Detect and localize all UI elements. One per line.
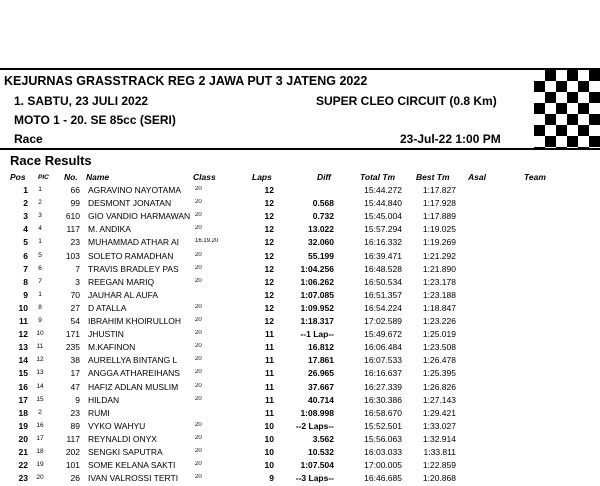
row-pos: 23 bbox=[18, 473, 28, 484]
row-laps: 11 bbox=[265, 355, 274, 366]
col-pos: Pos bbox=[10, 172, 26, 182]
row-pic: 19 bbox=[36, 461, 44, 469]
row-number: 17 bbox=[70, 368, 80, 379]
row-laps: 12 bbox=[264, 276, 274, 287]
row-pos: 17 bbox=[18, 394, 28, 405]
row-name: GIO VANDIO HARMAWAN bbox=[88, 211, 190, 222]
row-name: IVAN VALROSSI TERTI bbox=[88, 473, 179, 484]
row-number: 101 bbox=[65, 460, 80, 471]
row-number: 26 bbox=[70, 473, 80, 484]
col-diff: Diff bbox=[317, 172, 332, 182]
row-name: ANGGA ATHAREIHANS bbox=[88, 368, 180, 379]
row-class: 20 bbox=[195, 421, 202, 428]
row-pic: 7 bbox=[38, 277, 42, 285]
row-best-time: 1:23.226 bbox=[422, 316, 456, 326]
row-laps: 12 bbox=[264, 224, 274, 235]
table-row bbox=[0, 251, 600, 264]
row-number: 54 bbox=[70, 316, 80, 326]
row-best-time: 1:19.269 bbox=[422, 237, 456, 248]
row-total-time: 16:30.386 bbox=[364, 394, 402, 405]
row-class: 20 bbox=[195, 343, 202, 350]
event-session: Race bbox=[14, 132, 43, 146]
col-no: No. bbox=[64, 172, 78, 182]
row-pos: 16 bbox=[18, 381, 28, 392]
row-diff: 17.861 bbox=[308, 355, 334, 366]
table-row bbox=[0, 185, 600, 198]
row-pos: 18 bbox=[18, 407, 28, 418]
row-pos: 1 bbox=[23, 185, 28, 195]
row-number: 89 bbox=[70, 420, 80, 431]
row-pic: 1 bbox=[38, 238, 42, 246]
table-row bbox=[0, 316, 600, 329]
col-laps: Laps bbox=[252, 172, 272, 182]
row-pos: 10 bbox=[18, 302, 28, 313]
row-name: SENGKI SAPUTRA bbox=[88, 447, 163, 457]
row-pos: 15 bbox=[18, 368, 28, 379]
row-best-time: 1:19.025 bbox=[422, 224, 456, 235]
row-class: 20 bbox=[195, 448, 202, 454]
table-row bbox=[0, 277, 600, 290]
row-pos: 7 bbox=[23, 263, 28, 274]
row-best-time: 1:26.478 bbox=[422, 355, 456, 366]
event-moto: MOTO 1 - 20. SE 85cc (SERI) bbox=[14, 113, 176, 127]
event-venue: SUPER CLEO CIRCUIT (0.8 Km) bbox=[316, 94, 497, 108]
row-pos: 22 bbox=[18, 460, 28, 471]
row-total-time: 15:49.672 bbox=[364, 329, 402, 340]
row-diff: 1:07.085 bbox=[300, 289, 334, 300]
row-number: 23 bbox=[70, 237, 80, 248]
row-laps: 9 bbox=[269, 473, 274, 484]
row-best-time: 1:27.143 bbox=[422, 394, 456, 405]
row-total-time: 16:06.484 bbox=[364, 342, 402, 353]
row-name: JAUHAR AL AUFA bbox=[88, 289, 159, 300]
row-name: M.KAFINON bbox=[88, 342, 136, 353]
col-best-time: Best Tm bbox=[416, 172, 450, 182]
row-laps: 12 bbox=[264, 237, 274, 248]
row-name: AGRAVINO NAYOTAMA bbox=[88, 185, 182, 195]
row-laps: 11 bbox=[265, 394, 274, 405]
row-pic: 17 bbox=[36, 434, 44, 442]
row-total-time: 16:16.637 bbox=[364, 368, 402, 379]
row-pic: 16 bbox=[36, 421, 44, 429]
row-name: VYKO WAHYU bbox=[88, 420, 146, 431]
row-diff: 1:06.262 bbox=[300, 276, 334, 287]
row-pic: 3 bbox=[38, 212, 42, 220]
row-diff: 0.568 bbox=[312, 198, 334, 209]
row-total-time: 16:16.332 bbox=[364, 237, 402, 248]
row-laps: 10 bbox=[264, 433, 274, 444]
row-total-time: 16:54.224 bbox=[364, 302, 402, 313]
table-row bbox=[0, 447, 600, 460]
event-datetime: 23-Jul-22 1:00 PM bbox=[400, 132, 501, 146]
table-row bbox=[0, 211, 600, 224]
row-pos: 19 bbox=[18, 420, 28, 431]
row-best-time: 1:23.508 bbox=[422, 342, 456, 353]
row-total-time: 16:07.533 bbox=[364, 355, 402, 366]
row-best-time: 1:26.826 bbox=[422, 381, 456, 392]
row-number: 38 bbox=[70, 355, 80, 366]
table-row bbox=[0, 382, 600, 395]
row-laps: 12 bbox=[264, 198, 274, 209]
row-best-time: 1:23.178 bbox=[422, 276, 456, 287]
row-best-time: 1:25.395 bbox=[422, 368, 456, 379]
row-laps: 12 bbox=[264, 316, 274, 326]
row-diff: 1:07.504 bbox=[300, 460, 334, 471]
table-row bbox=[0, 198, 600, 211]
row-laps: 12 bbox=[264, 263, 274, 274]
row-number: 117 bbox=[66, 224, 80, 235]
row-total-time: 15:44.272 bbox=[364, 185, 402, 195]
row-class: 20 bbox=[195, 461, 202, 468]
row-best-time: 1:25.019 bbox=[422, 329, 456, 340]
row-class: 20 bbox=[195, 186, 202, 192]
row-pos: 5 bbox=[23, 237, 28, 248]
row-total-time: 16:46.685 bbox=[364, 473, 402, 484]
row-diff: 1:04.256 bbox=[300, 263, 334, 274]
row-diff: 26.965 bbox=[308, 368, 334, 379]
row-diff: --3 Laps-- bbox=[295, 473, 334, 484]
row-number: 202 bbox=[65, 447, 80, 457]
table-row bbox=[0, 421, 600, 434]
row-pos: 12 bbox=[18, 329, 28, 340]
row-pos: 14 bbox=[18, 355, 28, 366]
row-number: 235 bbox=[65, 342, 80, 353]
row-best-time: 1:17.889 bbox=[422, 211, 456, 222]
row-class: 20 bbox=[195, 395, 202, 402]
row-number: 171 bbox=[65, 329, 80, 340]
row-name: TRAVIS BRADLEY PAS bbox=[88, 263, 179, 274]
row-diff: --2 Laps-- bbox=[295, 420, 334, 431]
table-row bbox=[0, 329, 600, 342]
row-laps: 12 bbox=[264, 185, 274, 195]
row-pic: 4 bbox=[38, 225, 42, 233]
row-number: 7 bbox=[75, 263, 80, 274]
row-diff: 1:08.998 bbox=[300, 407, 334, 418]
row-name: MUHAMMAD ATHAR AI bbox=[88, 237, 179, 248]
row-pos: 6 bbox=[23, 250, 28, 261]
row-laps: 12 bbox=[264, 211, 274, 222]
row-laps: 11 bbox=[265, 368, 274, 379]
row-best-time: 1:21.890 bbox=[422, 263, 456, 274]
row-total-time: 15:45.004 bbox=[364, 211, 402, 222]
row-diff: 32.060 bbox=[308, 237, 334, 248]
row-pic: 5 bbox=[38, 251, 42, 259]
row-total-time: 16:27.339 bbox=[364, 381, 402, 392]
row-laps: 10 bbox=[264, 460, 274, 471]
row-class: 20 bbox=[195, 330, 202, 337]
row-number: 23 bbox=[70, 407, 80, 418]
row-number: 99 bbox=[70, 198, 80, 209]
col-asal: Asal bbox=[468, 172, 486, 182]
row-pic: 20 bbox=[36, 474, 44, 482]
row-diff: 1:18.317 bbox=[300, 316, 334, 326]
row-pic: 9 bbox=[38, 317, 42, 324]
row-best-time: 1:21.292 bbox=[422, 250, 456, 261]
row-name: IBRAHIM KHOIRULLOH bbox=[88, 316, 182, 326]
table-row bbox=[0, 355, 600, 368]
row-class: 16.19.20 bbox=[195, 238, 219, 245]
row-name: REEGAN MARIQ bbox=[88, 276, 155, 287]
row-best-time: 1:33.811 bbox=[423, 447, 456, 457]
row-pos: 21 bbox=[18, 447, 28, 457]
row-class: 20 bbox=[195, 317, 202, 323]
table-row bbox=[0, 473, 600, 486]
row-class: 20 bbox=[195, 303, 202, 310]
row-total-time: 15:52.501 bbox=[364, 420, 402, 431]
row-laps: 11 bbox=[265, 407, 274, 418]
row-best-time: 1:18.847 bbox=[422, 302, 456, 313]
row-diff: 1:09.952 bbox=[300, 302, 334, 313]
row-number: 70 bbox=[70, 289, 80, 300]
row-number: 47 bbox=[70, 381, 80, 392]
row-pic: 13 bbox=[36, 369, 44, 377]
row-laps: 10 bbox=[264, 420, 274, 431]
row-pos: 20 bbox=[18, 433, 28, 444]
row-pic: 18 bbox=[36, 448, 44, 455]
row-laps: 10 bbox=[264, 447, 274, 457]
row-name: SOME KELANA SAKTI bbox=[88, 460, 176, 471]
row-pos: 2 bbox=[23, 198, 28, 209]
row-name: DESMONT JONATAN bbox=[88, 198, 172, 209]
row-diff: --1 Lap-- bbox=[300, 329, 334, 340]
row-diff: 10.532 bbox=[308, 447, 334, 457]
table-row bbox=[0, 395, 600, 408]
row-best-time: 1:33.027 bbox=[422, 420, 456, 431]
event-day: 1. SABTU, 23 JULI 2022 bbox=[14, 94, 149, 108]
row-class: 20 bbox=[195, 474, 202, 481]
row-pic: 10 bbox=[36, 330, 44, 338]
row-number: 117 bbox=[66, 433, 80, 444]
table-row bbox=[0, 408, 600, 421]
row-pic: 14 bbox=[36, 382, 44, 390]
event-header bbox=[0, 68, 600, 150]
section-title: Race Results bbox=[10, 153, 92, 168]
row-pic: 2 bbox=[38, 199, 42, 207]
col-name: Name bbox=[86, 172, 110, 182]
row-pos: 11 bbox=[19, 316, 28, 326]
row-class: 20 bbox=[195, 199, 202, 206]
row-pic: 1 bbox=[38, 186, 42, 193]
row-pic: 1 bbox=[38, 290, 42, 298]
row-best-time: 1:22.859 bbox=[422, 460, 456, 471]
row-pos: 3 bbox=[23, 211, 28, 222]
table-row bbox=[0, 264, 600, 277]
table-row bbox=[0, 342, 600, 355]
row-pos: 4 bbox=[23, 224, 28, 235]
row-diff: 55.199 bbox=[308, 250, 334, 261]
row-name: SOLETO RAMADHAN bbox=[88, 250, 174, 261]
row-best-time: 1:17.827 bbox=[422, 185, 456, 195]
row-best-time: 1:20.868 bbox=[422, 473, 456, 484]
row-number: 610 bbox=[65, 211, 80, 222]
row-number: 103 bbox=[65, 250, 80, 261]
col-pic: PIC bbox=[38, 174, 49, 181]
row-total-time: 17:02.589 bbox=[364, 316, 402, 326]
row-pos: 9 bbox=[23, 289, 28, 300]
row-number: 3 bbox=[75, 276, 80, 287]
row-pos: 8 bbox=[23, 276, 28, 287]
row-laps: 12 bbox=[264, 289, 274, 300]
event-title: KEJURNAS GRASSTRACK REG 2 JAWA PUT 3 JATENG 2022 bbox=[4, 74, 368, 88]
row-diff: 37.667 bbox=[308, 381, 334, 392]
row-total-time: 16:48.528 bbox=[364, 263, 402, 274]
row-best-time: 1:29.421 bbox=[422, 407, 456, 418]
row-laps: 11 bbox=[265, 329, 274, 340]
row-class: 20 bbox=[195, 434, 202, 441]
row-name: AURELLYA BINTANG L bbox=[88, 355, 178, 366]
row-total-time: 15:56.063 bbox=[364, 433, 402, 444]
row-laps: 12 bbox=[264, 302, 274, 313]
row-number: 66 bbox=[70, 185, 80, 195]
row-diff: 40.714 bbox=[308, 394, 334, 405]
col-class: Class bbox=[193, 172, 216, 182]
row-name: HAFIZ ADLAN MUSLIM bbox=[88, 381, 179, 392]
row-total-time: 16:51.357 bbox=[364, 289, 402, 300]
row-total-time: 16:50.534 bbox=[364, 276, 402, 287]
row-class: 20 bbox=[195, 356, 202, 363]
row-number: 27 bbox=[70, 302, 80, 313]
table-row bbox=[0, 290, 600, 303]
row-pic: 11 bbox=[36, 343, 44, 351]
row-number: 9 bbox=[75, 394, 80, 405]
row-class: 20 bbox=[195, 225, 202, 232]
table-row bbox=[0, 303, 600, 316]
row-laps: 11 bbox=[265, 381, 274, 392]
table-row bbox=[0, 460, 600, 473]
row-class: 20 bbox=[195, 212, 202, 219]
row-pic: 12 bbox=[36, 356, 44, 364]
row-total-time: 16:39.471 bbox=[364, 250, 402, 261]
row-class: 20 bbox=[195, 264, 202, 271]
row-pic: 15 bbox=[36, 395, 44, 403]
row-name: D ATALLA bbox=[88, 302, 127, 313]
row-laps: 11 bbox=[265, 342, 274, 353]
row-pic: 2 bbox=[38, 408, 42, 416]
table-row bbox=[0, 224, 600, 237]
row-pos: 13 bbox=[18, 342, 28, 353]
row-laps: 12 bbox=[264, 250, 274, 261]
row-class: 20 bbox=[195, 369, 202, 376]
row-class: 20 bbox=[195, 251, 202, 258]
row-diff: 13.022 bbox=[308, 224, 334, 235]
table-row bbox=[0, 237, 600, 250]
row-total-time: 16:58.670 bbox=[364, 407, 402, 418]
col-total-time: Total Tm bbox=[360, 172, 396, 182]
row-name: RUMI bbox=[88, 407, 110, 418]
row-total-time: 17:00.005 bbox=[364, 460, 402, 471]
row-best-time: 1:32.914 bbox=[422, 433, 456, 444]
row-name: JHUSTIN bbox=[88, 329, 124, 340]
row-total-time: 15:44.840 bbox=[364, 198, 402, 209]
row-name: HILDAN bbox=[88, 394, 120, 405]
checkered-flag-graphic bbox=[534, 70, 600, 148]
row-diff: 16.812 bbox=[308, 342, 334, 353]
row-diff: 3.562 bbox=[312, 433, 334, 444]
row-diff: 0.732 bbox=[312, 211, 334, 222]
table-row bbox=[0, 368, 600, 381]
row-name: M. ANDIKA bbox=[88, 224, 131, 235]
row-best-time: 1:23.188 bbox=[422, 289, 456, 300]
row-class: 20 bbox=[195, 382, 202, 389]
row-total-time: 16:03.033 bbox=[364, 447, 402, 457]
row-best-time: 1:17.928 bbox=[422, 198, 456, 209]
row-total-time: 15:57.294 bbox=[364, 224, 402, 235]
row-pic: 8 bbox=[38, 303, 42, 311]
row-pic: 6 bbox=[38, 264, 42, 272]
col-team: Team bbox=[524, 172, 546, 182]
table-row bbox=[0, 434, 600, 447]
row-name: REYNALDI ONYX bbox=[88, 433, 157, 444]
row-class: 20 bbox=[195, 277, 202, 284]
